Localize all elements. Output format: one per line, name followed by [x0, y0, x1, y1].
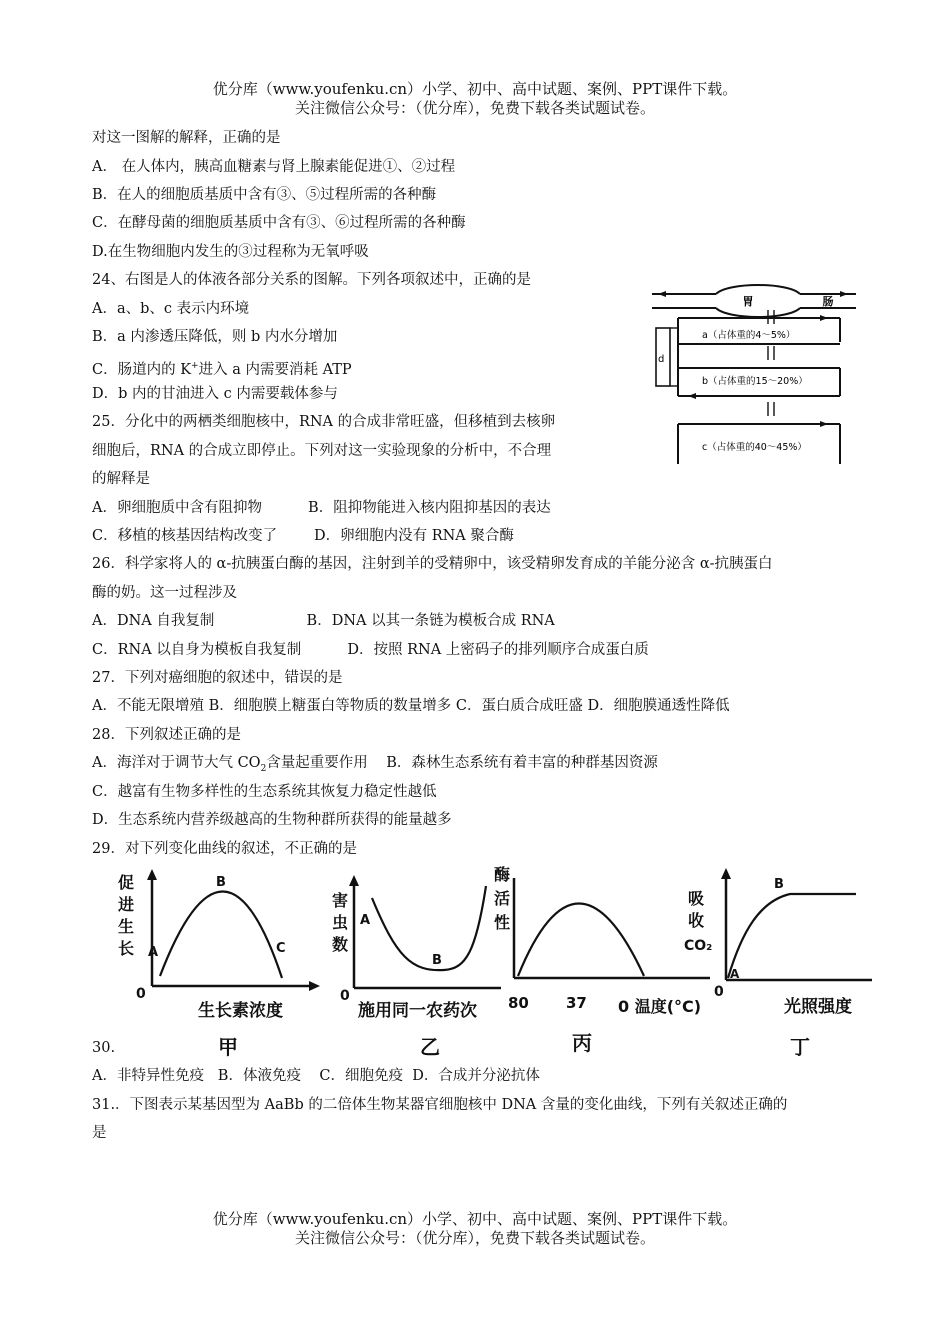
curve-ding — [680, 866, 875, 1060]
question-27: 27．下列对癌细胞的叙述中，错误的是 — [92, 670, 343, 686]
text-line: 细胞后，RNA 的合成立即停止。下列对这一实验现象的分析中，不合理 — [92, 443, 552, 459]
question-28: 28．下列叙述正确的是 — [92, 727, 241, 743]
header-line-1: 优分库（www.youfenku.cn）小学、初中、高中试题、案例、PPT课件下载。 — [212, 80, 738, 98]
text-line: C．肠道内的 K+进入 a 内需要消耗 ATP — [92, 361, 352, 378]
text-line: A． 在人体内，胰高血糖素与肾上腺素能促进①、②过程 — [92, 159, 456, 175]
question-30: 30. — [92, 1040, 116, 1056]
point-b-label: B — [216, 875, 226, 890]
intestine-label: 肠 — [822, 295, 834, 308]
y-label-char: 吸 — [688, 889, 705, 908]
y-label-char: 数 — [332, 935, 349, 954]
text-line: 酶的奶。这一过程涉及 — [92, 585, 237, 601]
footer-line-2: 关注微信公众号：（优分库），免费下载各类试题试卷。 — [294, 1229, 655, 1247]
text-line: A．卵细胞质中含有阻抑物 B．阻抑物能进入核内阻抑基因的表达 — [92, 500, 551, 516]
point-a-label: A — [148, 945, 159, 960]
question-25: 25．分化中的两栖类细胞核中，RNA 的合成非常旺盛，但移植到去核卵 — [92, 414, 556, 430]
question-31: 31.．下图表示某基因型为 AaBb 的二倍体生物某器官细胞核中 DNA 含量的变化曲线，下列有关叙述正确的 — [92, 1097, 788, 1113]
x-axis-label: 0 温度(°C) — [618, 997, 702, 1016]
x-axis-label: 生长素浓度 — [198, 1001, 283, 1021]
curve-yi — [326, 866, 506, 1060]
question-24: 24、右图是人的体液各部分关系的图解。下列各项叙述中，正确的是 — [92, 272, 531, 288]
x-tick-37: 37 — [566, 994, 587, 1012]
compartment-d-label: d — [658, 354, 665, 365]
text-line: D．生态系统内营养级越高的生物种群所获得的能量越多 — [92, 812, 452, 828]
text-line: 是 — [92, 1125, 107, 1141]
question-29: 29．对下列变化曲线的叙述，不正确的是 — [92, 841, 357, 857]
text-line: C．RNA 以自身为模板自我复制 D．按照 RNA 上密码子的排列顺序合成蛋白质 — [92, 642, 649, 658]
y-label-char: 活 — [494, 889, 511, 908]
text-line: B．a 内渗透压降低，则 b 内水分增加 — [92, 329, 338, 345]
point-c-label: C — [276, 941, 286, 956]
y-label-char: 酶 — [494, 866, 511, 884]
origin-label: 0 — [136, 986, 146, 1002]
curve-title: 乙 — [420, 1035, 440, 1059]
compartment-c-label: c（占体重的40～45%） — [702, 442, 807, 453]
text-line: A．DNA 自我复制 B．DNA 以其一条链为模板合成 RNA — [92, 613, 555, 629]
text-line: C．移植的核基因结构改变了 D．卵细胞内没有 RNA 聚合酶 — [92, 528, 514, 544]
text-line: C．越富有生物多样性的生态系统其恢复力稳定性越低 — [92, 784, 437, 800]
text-line: D．b 内的甘油进入 c 内需要载体参与 — [92, 386, 338, 402]
y-label-char: 性 — [494, 913, 511, 932]
footer-line-1: 优分库（www.youfenku.cn）小学、初中、高中试题、案例、PPT课件下载。 — [212, 1210, 738, 1228]
point-a-label: A — [360, 913, 371, 928]
text-line: C．在酵母菌的细胞质基质中含有③、⑥过程所需的各种酶 — [92, 215, 466, 231]
text-line: 的解释是 — [92, 471, 150, 487]
point-a-label: A — [730, 967, 740, 981]
text-line: 对这一图解的解释，正确的是 — [92, 130, 281, 146]
origin-label: 0 — [340, 988, 350, 1004]
point-b-label: B — [774, 877, 784, 892]
y-label-char: 促 — [118, 873, 135, 892]
y-label-char: 收 — [688, 911, 705, 930]
text-line: A．海洋对于调节大气 $CO_2$含量起重要作用 B．森林生态系统有着丰富的种群基因资源 — [92, 755, 658, 774]
x-axis-label: 光照强度 — [784, 997, 852, 1017]
curve-title: 丙 — [572, 1031, 592, 1055]
y-label-char: 生 — [118, 917, 135, 936]
body-fluid-diagram — [648, 284, 860, 468]
curve-title: 甲 — [218, 1035, 238, 1059]
point-b-label: B — [432, 953, 442, 968]
text-line: A．a、b、c 表示内环境 — [92, 301, 250, 317]
y-label-char: 虫 — [332, 913, 349, 932]
question-26: 26．科学家将人的 α-抗胰蛋白酶的基因，注射到羊的受精卵中，该受精卵发育成的羊能分泌含 α-抗胰蛋白 — [92, 556, 773, 572]
text-line: B．在人的细胞质基质中含有③、⑤过程所需的各种酶 — [92, 187, 437, 203]
y-label-char: 害 — [332, 891, 349, 910]
compartment-b-label: b（占体重的15～20%） — [702, 376, 808, 387]
text-line: A．不能无限增殖 B．细胞膜上糖蛋白等物质的数量增多 C．蛋白质合成旺盛 D．细胞膜通透性降低 — [92, 698, 730, 714]
curve-jia — [110, 866, 325, 1060]
x-axis-label: 施用同一农药次 — [358, 1001, 477, 1021]
text-line: D.在生物细胞内发生的③过程称为无氧呼吸 — [92, 244, 369, 260]
text-line: A．非特异性免疫 B．体液免疫 C．细胞免疫 D．合成并分泌抗体 — [92, 1068, 540, 1084]
stomach-label: 胃 — [742, 295, 754, 308]
y-label-char: 进 — [118, 895, 135, 914]
y-label-char: CO₂ — [684, 938, 713, 954]
y-label-char: 长 — [118, 939, 135, 958]
curve-title: 丁 — [790, 1035, 810, 1059]
header-line-2: 关注微信公众号：（优分库），免费下载各类试题试卷。 — [294, 99, 655, 117]
x-tick-80: 80 — [508, 994, 529, 1012]
compartment-a-label: a（占体重的4～5%） — [702, 330, 796, 341]
origin-label: 0 — [714, 984, 724, 1000]
